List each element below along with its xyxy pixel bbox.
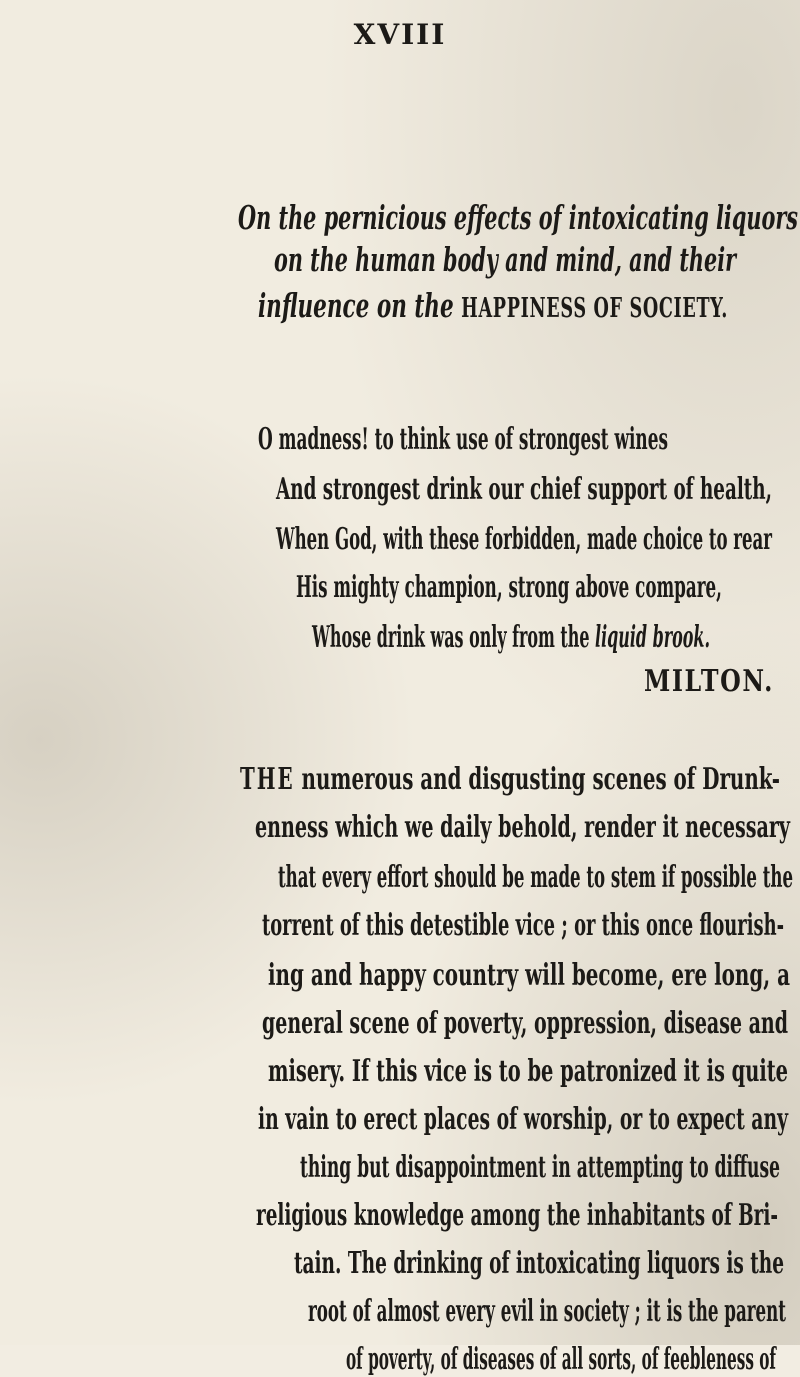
title-line-2-text: on the human body and mind, and their [274,240,736,279]
epigraph-line-4-text: His mighty champion, strong above compare, [296,570,722,605]
body-line-3-text: that every effort should be made to stem if possible the [278,860,793,895]
epigraph-line-1-text: O madness! to think use of strongest wines [258,422,668,457]
body-line-10 [256,1198,800,1233]
body-line-5-text: ing and happy country will become, ere long, a [268,958,790,993]
title-line-2 [274,240,800,279]
body-line-11 [294,1246,800,1281]
epigraph-line-5-italic: liquid brook. [595,620,710,655]
epigraph-attribution [644,664,800,699]
epigraph-line-1 [258,422,800,457]
body-line-1 [240,762,800,797]
attribution-text: MILTON. [644,664,774,699]
body-line-4-text: torrent of this detestible vice ; or this once flourish- [262,908,784,943]
epigraph-line-5 [312,620,800,655]
epigraph-line-4 [296,570,800,605]
epigraph-line-3 [276,522,800,557]
body-line-6 [262,1006,800,1041]
epigraph-line-5-text [312,620,710,655]
body-line-2 [255,810,800,845]
body-line-8-text: in vain to erect places of worship, or to expect any [258,1102,788,1137]
body-line-7-text: misery. If this vice is to be patronized it is quite [268,1054,788,1089]
body-line-4 [262,908,800,943]
title-line-3 [258,286,800,325]
epigraph-line-2-text: And strongest drink our chief support of health, [276,472,772,507]
title-line-3-italic: influence on the [258,286,462,325]
title-line-1 [238,198,800,237]
body-line-12-text: root of almost every evil in society ; it is the parent [308,1294,786,1329]
body-line-6-text: general scene of poverty, oppression, disease and [262,1006,788,1041]
body-line-3 [278,860,800,895]
body-line-2-text: enness which we daily behold, render it necessary [255,810,790,845]
page-number: XVIII [353,18,447,51]
body-line-10-text: religious knowledge among the inhabitants of Bri- [256,1198,778,1233]
body-line-5 [268,958,800,993]
body-line-13-text: of poverty, of diseases of all sorts, of feebleness of [346,1342,776,1377]
body-line-8 [258,1102,800,1137]
title-line-3-smallcaps: HAPPINESS OF SOCIETY. [461,293,728,324]
body-opening-word: THE [240,762,295,797]
epigraph-line-5-roman: Whose drink was only from the [312,620,596,655]
body-line-9 [300,1150,800,1185]
title-line-1-text: On the pernicious effects of intoxicating liquors [238,198,798,237]
body-line-11-text: tain. The drinking of intoxicating liquors is the [294,1246,784,1281]
title-line-3-text [258,286,728,325]
body-line-12 [308,1294,800,1329]
body-line-1-text [240,762,780,797]
body-line-1-rest: numerous and disgusting scenes of Drunk- [294,762,780,797]
body-line-7 [268,1054,800,1089]
body-line-13 [346,1342,800,1377]
epigraph-line-3-text: When God, with these forbidden, made choice to rear [276,522,772,557]
body-line-9-text: thing but disappointment in attempting to diffuse [300,1150,780,1185]
epigraph-line-2 [276,472,800,507]
